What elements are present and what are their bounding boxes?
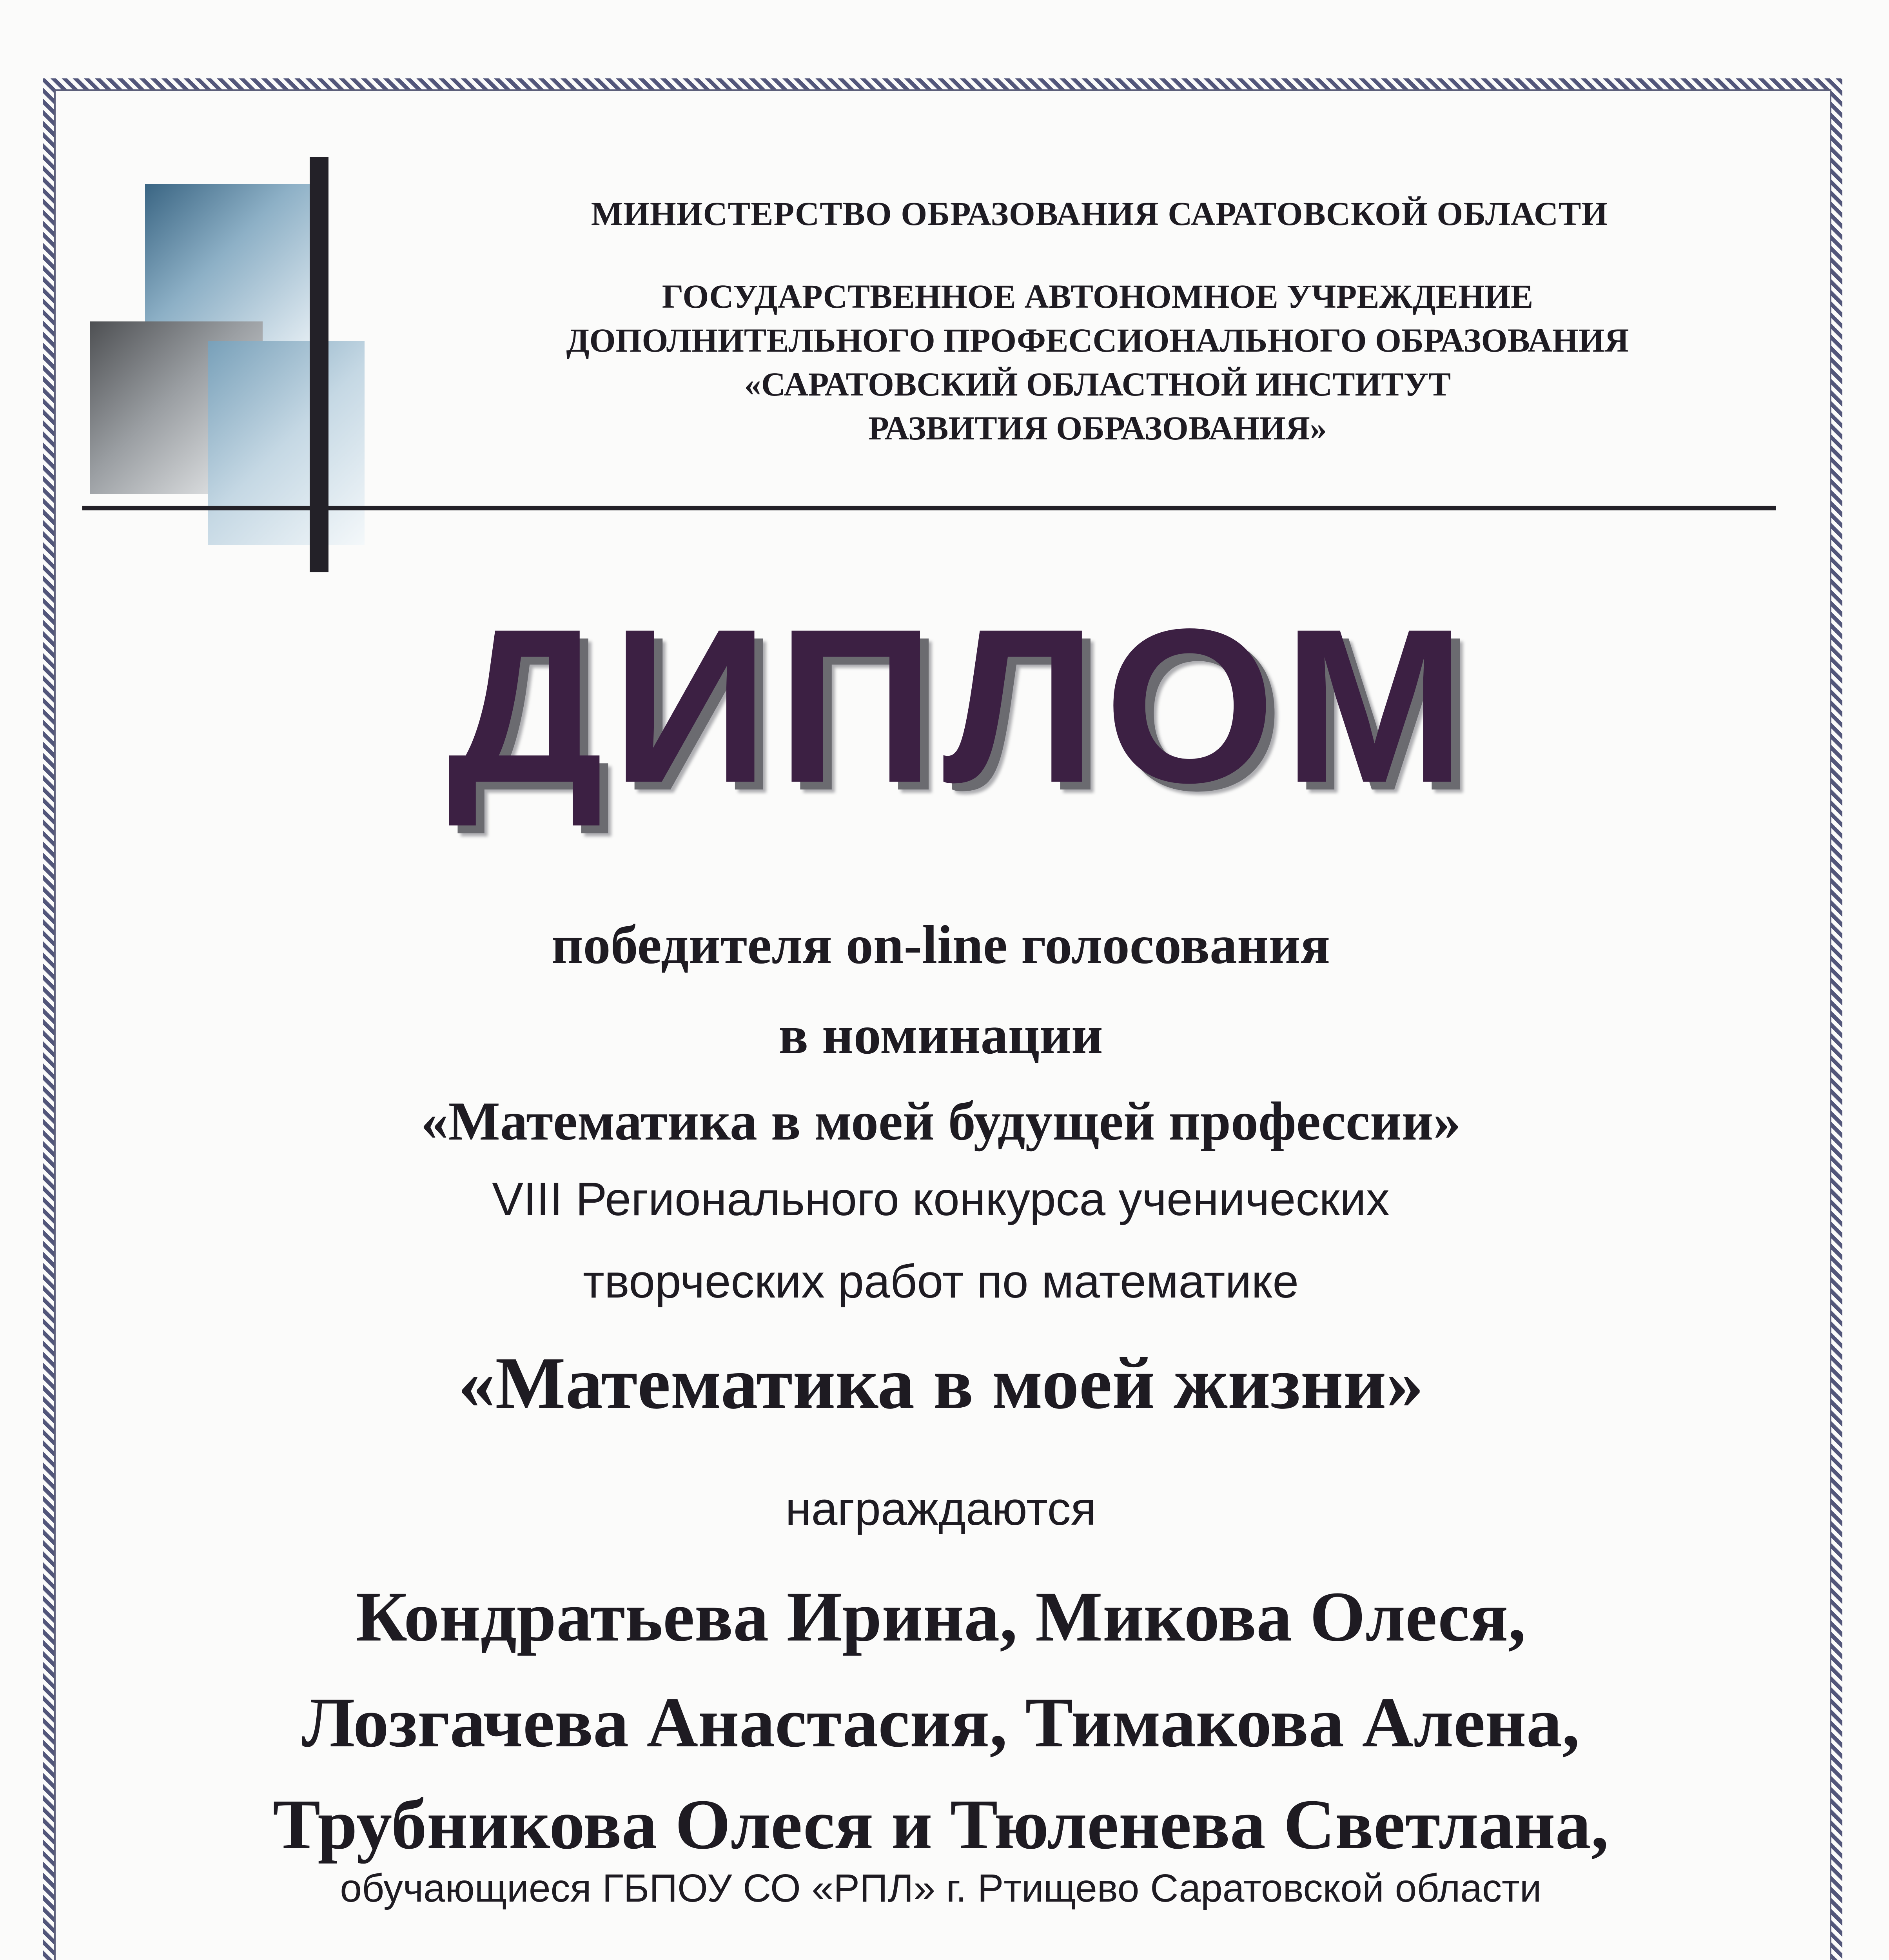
institution-line: РАЗВИТИЯ ОБРАЗОВАНИЯ» <box>868 409 1327 447</box>
institution-line: ДОПОЛНИТЕЛЬНОГО ПРОФЕССИОНАЛЬНОГО ОБРАЗОВАНИЯ <box>566 321 1629 359</box>
ministry-name: МИНИСТЕРСТВО ОБРАЗОВАНИЯ САРАТОВСКОЙ ОБЛАСТИ <box>591 195 1608 232</box>
institution-name <box>412 274 1784 450</box>
decorative-square-light <box>208 341 365 545</box>
recipients-affiliation: обучающиеся ГБПОУ СО «РПЛ» г. Ртищево Саратовской области <box>340 1866 1542 1910</box>
contest-line: VIII Регионального конкурса ученических <box>492 1173 1390 1225</box>
award-line: в номинации <box>778 1005 1103 1065</box>
diploma-title: ДИПЛОМ <box>447 583 1474 828</box>
nomination-name: «Математика в моей будущей профессии» <box>421 1091 1461 1152</box>
recipients-line: Лозгачева Анастасия, Тимакова Алена, <box>301 1683 1580 1762</box>
recipients-line: Кондратьева Ирина, Микова Олеся, <box>356 1577 1526 1656</box>
header-rule <box>82 506 1776 510</box>
institution-line: ГОСУДАРСТВЕННОЕ АВТОНОМНОЕ УЧРЕЖДЕНИЕ <box>662 278 1533 315</box>
recipients-line: Трубникова Олеся и Тюленева Светлана, <box>272 1785 1609 1864</box>
contest-line: творческих работ по математике <box>582 1255 1299 1308</box>
award-line: победителя on-line голосования <box>551 915 1330 975</box>
contest-name: «Математика в моей жизни» <box>458 1342 1424 1425</box>
institution-line: «САРАТОВСКИЙ ОБЛАСТНОЙ ИНСТИТУТ <box>744 365 1451 403</box>
awarded-label: награждаются <box>785 1483 1096 1535</box>
